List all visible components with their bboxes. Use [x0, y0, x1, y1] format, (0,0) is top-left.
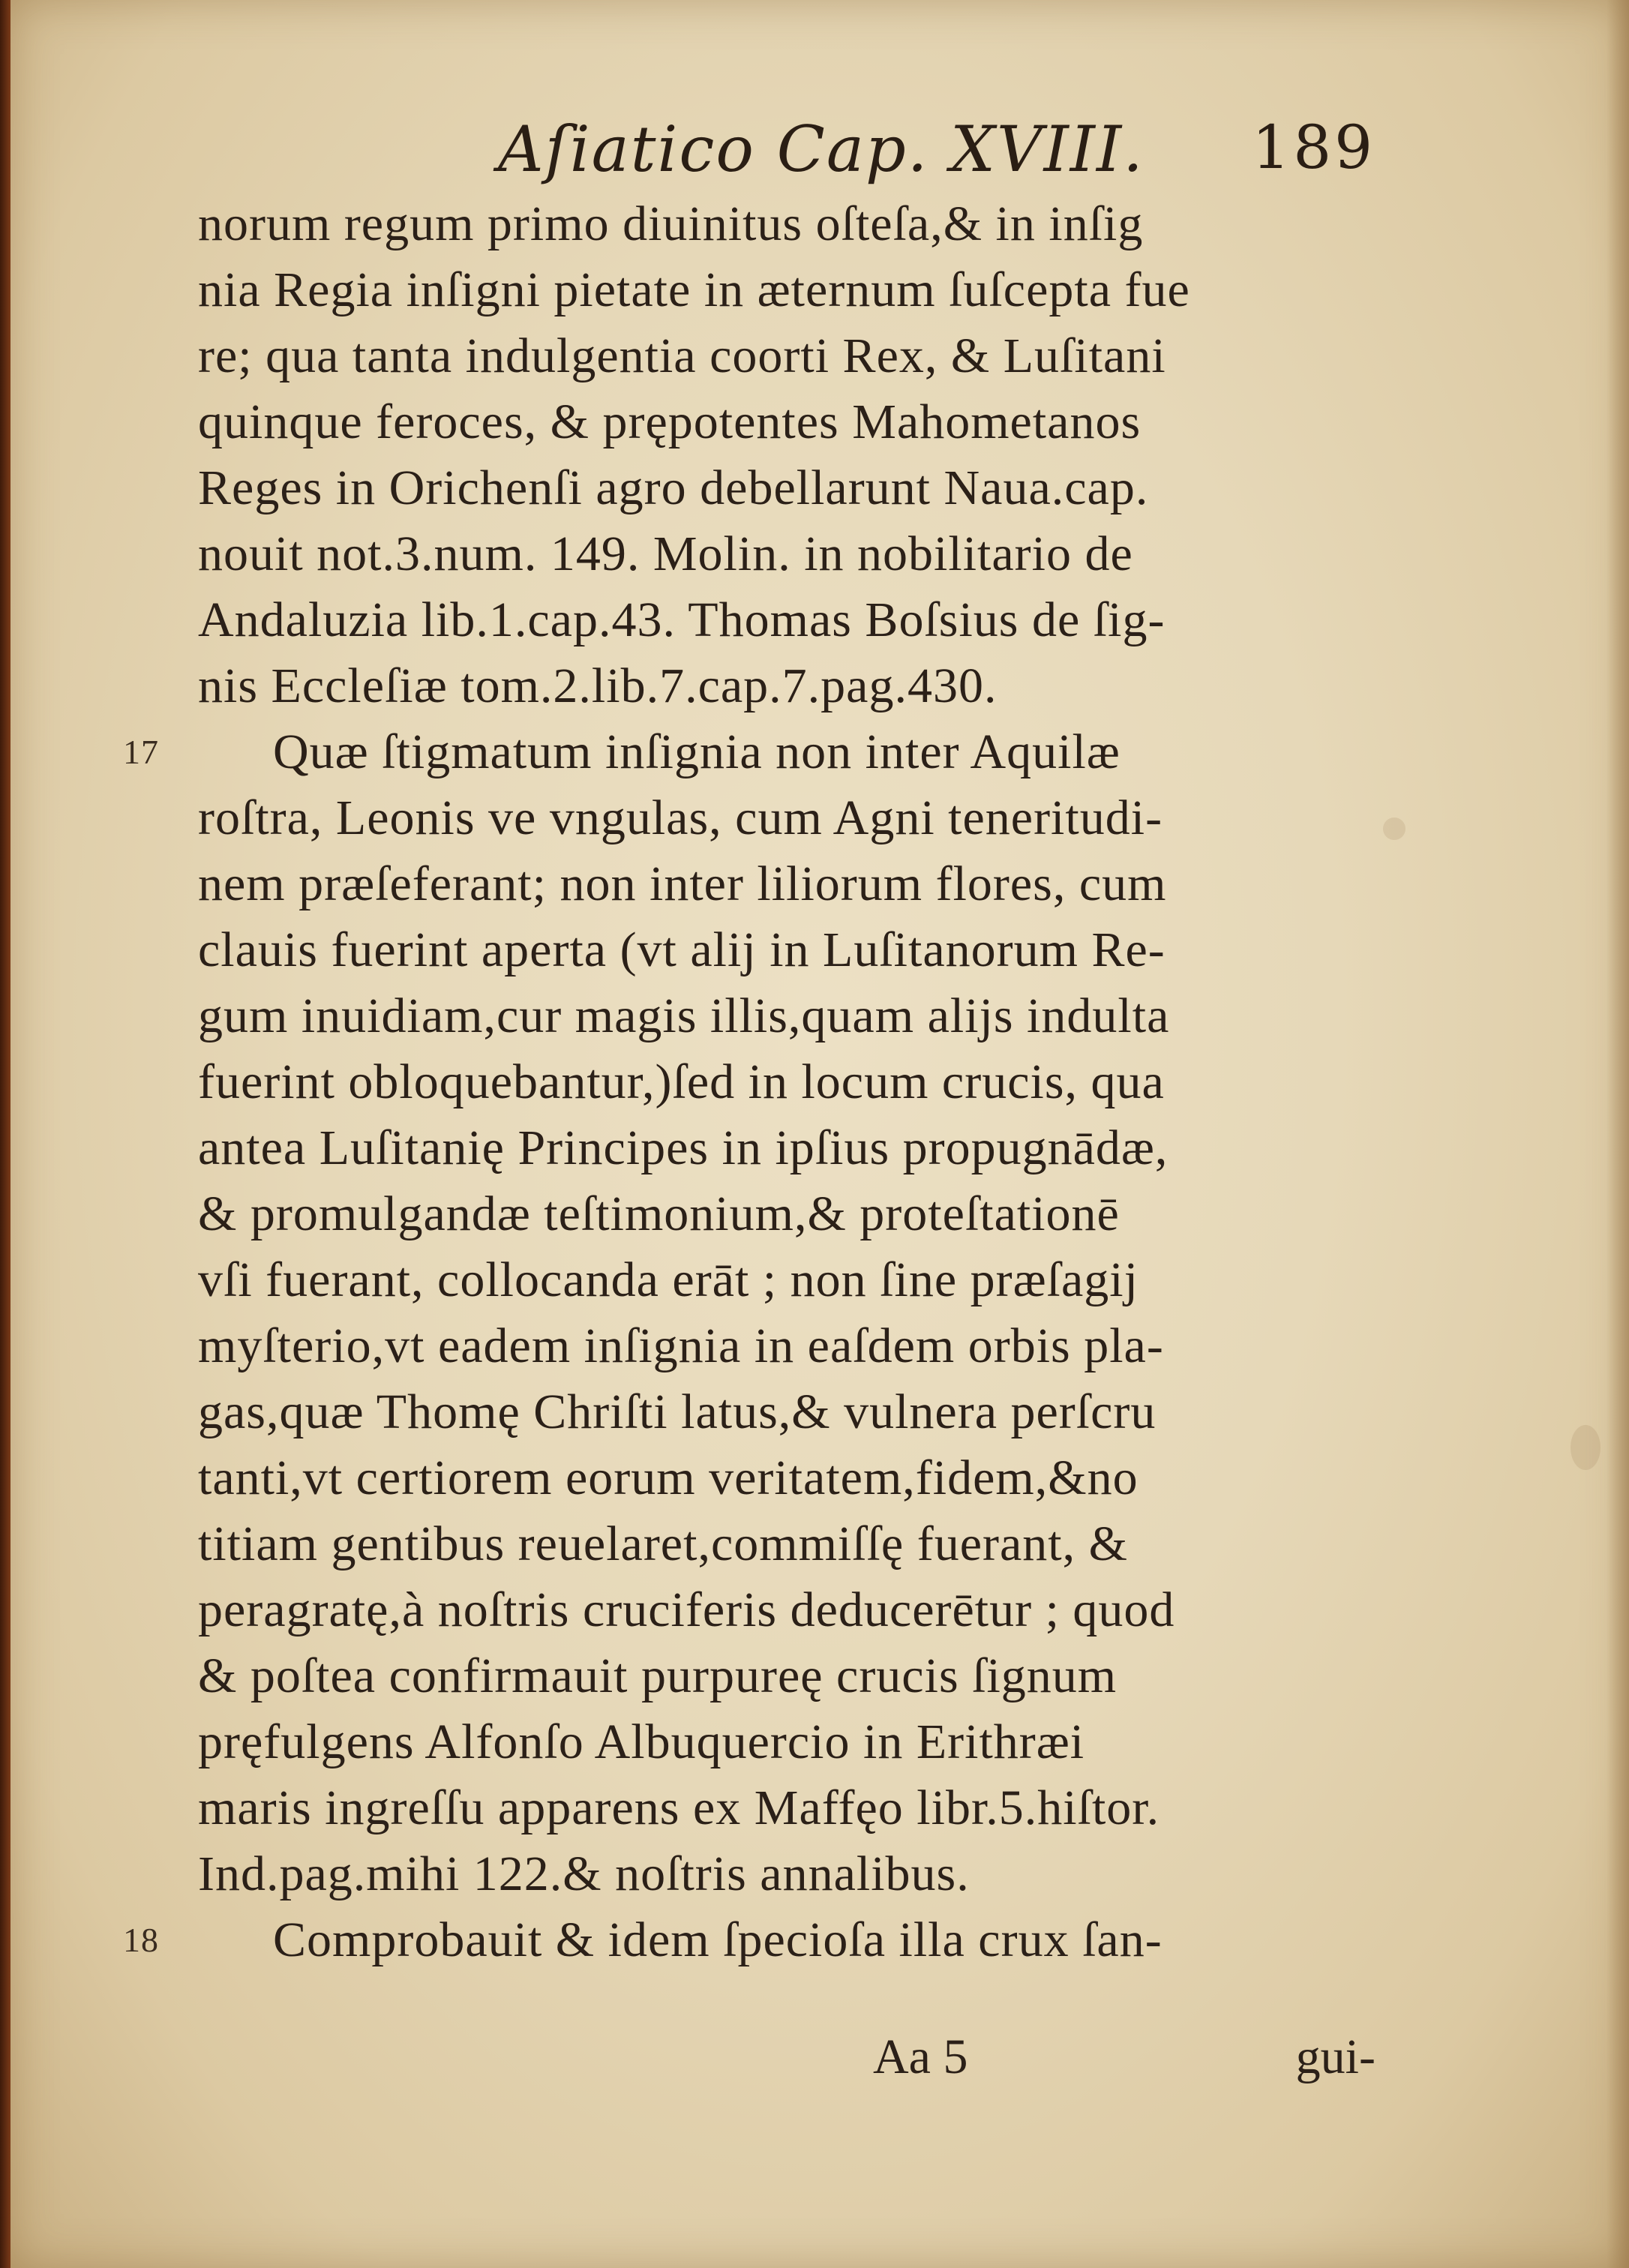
- running-title: Aſiatico Cap. XVIII.: [498, 112, 1144, 186]
- paper-stain: [1383, 818, 1406, 840]
- catchword: gui-: [1295, 2030, 1376, 2084]
- text-line: [123, 1907, 1376, 1973]
- text-line: [198, 1643, 1376, 1709]
- line-text: nia Regia inſigni pietate in æternum ſuſcepta fue: [198, 262, 1190, 317]
- line-text: nouit not.3.num. 149. Molin. in nobilitario de: [198, 526, 1133, 581]
- line-text: Ind.pag.mihi 122.& noſtris annalibus.: [198, 1846, 970, 1901]
- page-number: 189: [1252, 112, 1376, 182]
- body-text: [123, 191, 1376, 1973]
- text-line: [198, 1445, 1376, 1511]
- line-text: quinque feroces, & prępotentes Mahometanos: [198, 394, 1142, 449]
- line-text: antea Luſitanię Principes in ipſius propugnādæ,: [198, 1120, 1168, 1175]
- line-text: gum inuidiam,cur magis illis,quam alijs indulta: [198, 988, 1170, 1043]
- text-line: [198, 1115, 1376, 1181]
- text-line: [198, 983, 1376, 1049]
- text-line: [198, 257, 1376, 323]
- line-text: tanti,vt certiorem eorum veritatem,fidem,&no: [198, 1450, 1138, 1505]
- line-text: maris ingreſſu apparens ex Maffęo libr.5.hiſtor.: [198, 1780, 1160, 1835]
- text-line: [198, 1841, 1376, 1907]
- line-text: & poſtea confirmauit purpureę crucis ſignum: [198, 1648, 1118, 1703]
- line-text: peragratę,à noſtris cruciferis deducerētur ; quod: [198, 1582, 1175, 1637]
- text-line: [198, 389, 1376, 455]
- paragraph-number: 17: [123, 733, 159, 771]
- text-line: [198, 1577, 1376, 1643]
- paragraph-number: 18: [123, 1921, 159, 1959]
- text-line: [198, 323, 1376, 389]
- text-line: [198, 1313, 1376, 1379]
- text-line: [198, 1247, 1376, 1313]
- line-text: & promulgandæ teſtimonium,& proteſtationē: [198, 1186, 1120, 1241]
- line-text: vſi fuerant, collocanda erāt ; non ſine præſagij: [198, 1252, 1138, 1307]
- paper-stain: [1570, 1425, 1600, 1470]
- text-line: [198, 785, 1376, 851]
- text-line: [198, 587, 1376, 653]
- text-line: [198, 851, 1376, 917]
- text-line: [198, 521, 1376, 587]
- book-page: [10, 0, 1629, 2268]
- text-line: [198, 191, 1376, 257]
- line-text: titiam gentibus reuelaret,commiſſę fuerant, &: [198, 1516, 1128, 1571]
- signature-mark: Aa 5: [873, 2030, 968, 2084]
- line-text: Quæ ſtigmatum inſignia non inter Aquilæ: [273, 724, 1120, 779]
- line-text: pręfulgens Alfonſo Albuquercio in Erithræi: [198, 1714, 1085, 1769]
- text-line: [198, 653, 1376, 719]
- text-line: [198, 1379, 1376, 1445]
- text-line: [198, 1775, 1376, 1841]
- text-line: [198, 1709, 1376, 1775]
- line-text: Comprobauit & idem ſpecioſa illa crux ſan-: [273, 1912, 1162, 1967]
- line-text: roſtra, Leonis ve vngulas, cum Agni teneritudi-: [198, 790, 1163, 845]
- line-text: re; qua tanta indulgentia coorti Rex, & Luſitani: [198, 328, 1166, 383]
- line-text: norum regum primo diuinitus oſteſa,& in inſig: [198, 196, 1144, 251]
- text-line: [198, 1181, 1376, 1247]
- page-footer: [198, 2029, 1376, 2096]
- page-header: [498, 112, 1376, 195]
- text-line: [198, 1511, 1376, 1577]
- text-line: [198, 1049, 1376, 1115]
- page-edge-shadow: [1606, 0, 1629, 2268]
- line-text: Andaluzia lib.1.cap.43. Thomas Boſsius de ſig-: [198, 592, 1166, 647]
- line-text: clauis fuerint aperta (vt alij in Luſitanorum Re-: [198, 922, 1166, 977]
- text-line: [198, 455, 1376, 521]
- line-text: myſterio,vt eadem inſignia in eaſdem orbis pla-: [198, 1318, 1164, 1373]
- line-text: nis Eccleſiæ tom.2.lib.7.cap.7.pag.430.: [198, 658, 998, 713]
- line-text: fuerint obloquebantur,)ſed in locum crucis, qua: [198, 1054, 1165, 1109]
- text-line: [198, 917, 1376, 983]
- line-text: gas,quæ Thomę Chriſti latus,& vulnera perſcru: [198, 1384, 1156, 1439]
- line-text: Reges in Orichenſi agro debellarunt Naua.cap.: [198, 460, 1149, 515]
- binding-edge: [0, 0, 10, 2268]
- text-line: [123, 719, 1376, 785]
- line-text: nem præſeferant; non inter liliorum flores, cum: [198, 856, 1167, 911]
